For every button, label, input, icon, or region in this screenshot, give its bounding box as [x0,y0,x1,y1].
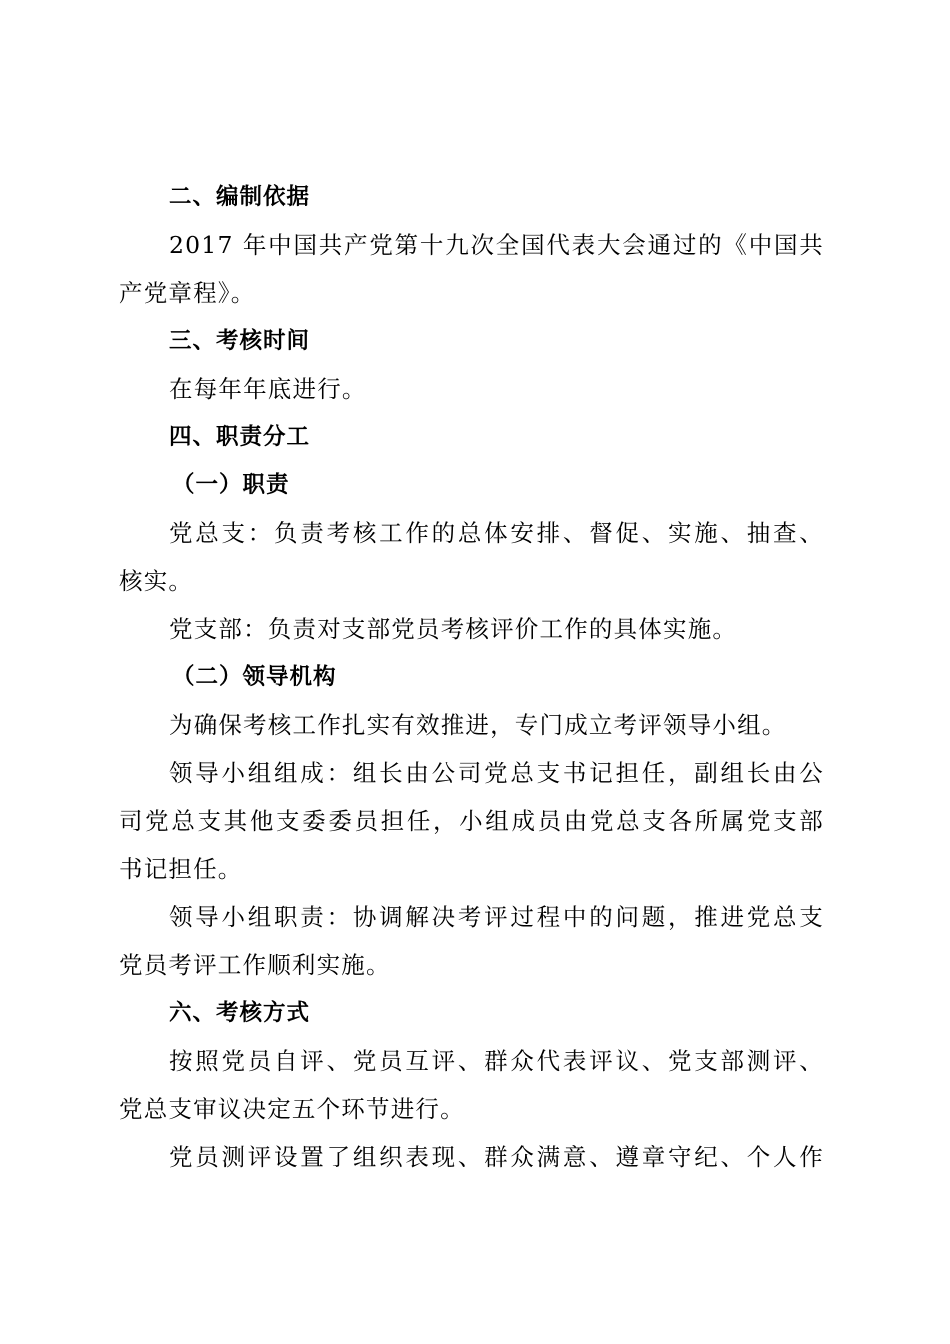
paragraph-basis-line-1: 2017 年中国共产党第十九次全国代表大会通过的《中国共 [169,231,824,259]
paragraph-leadership-duty-line-1: 领导小组职责：协调解决考评过程中的问题，推进党总支 [169,903,824,931]
subsection-heading-2: （二）领导机构 [172,664,337,690]
paragraph-leadership-members-line-3: 书记担任。 [119,855,243,883]
paragraph-time: 在每年年底进行。 [169,375,367,403]
section-heading-6: 六、考核方式 [169,1000,311,1026]
paragraph-duty-general-line-1: 党总支：负责考核工作的总体安排、督促、实施、抽查、 [169,519,824,547]
section-heading-2: 二、编制依据 [169,184,311,210]
paragraph-method-line-1: 按照党员自评、党员互评、群众代表评议、党支部测评、 [169,1047,824,1075]
paragraph-leadership-duty-line-2: 党员考评工作顺利实施。 [119,951,391,979]
paragraph-leadership-members-line-1: 领导小组组成：组长由公司党总支书记担任，副组长由公 [169,759,824,787]
paragraph-method-line-2: 党总支审议决定五个环节进行。 [119,1095,465,1123]
section-heading-3: 三、考核时间 [169,328,311,354]
paragraph-duty-branch: 党支部：负责对支部党员考核评价工作的具体实施。 [169,615,738,643]
section-heading-4: 四、职责分工 [169,424,311,450]
paragraph-leadership-members-line-2: 司党总支其他支委委员担任，小组成员由党总支各所属党支部 [119,807,824,835]
paragraph-basis-line-2: 产党章程》。 [119,279,256,307]
paragraph-duty-general-line-2: 核实。 [119,567,194,595]
paragraph-leadership-intro: 为确保考核工作扎实有效推进，专门成立考评领导小组。 [169,711,787,739]
paragraph-evaluation-line-1: 党员测评设置了组织表现、群众满意、遵章守纪、个人作 [169,1143,824,1171]
subsection-heading-1: （一）职责 [172,472,290,498]
